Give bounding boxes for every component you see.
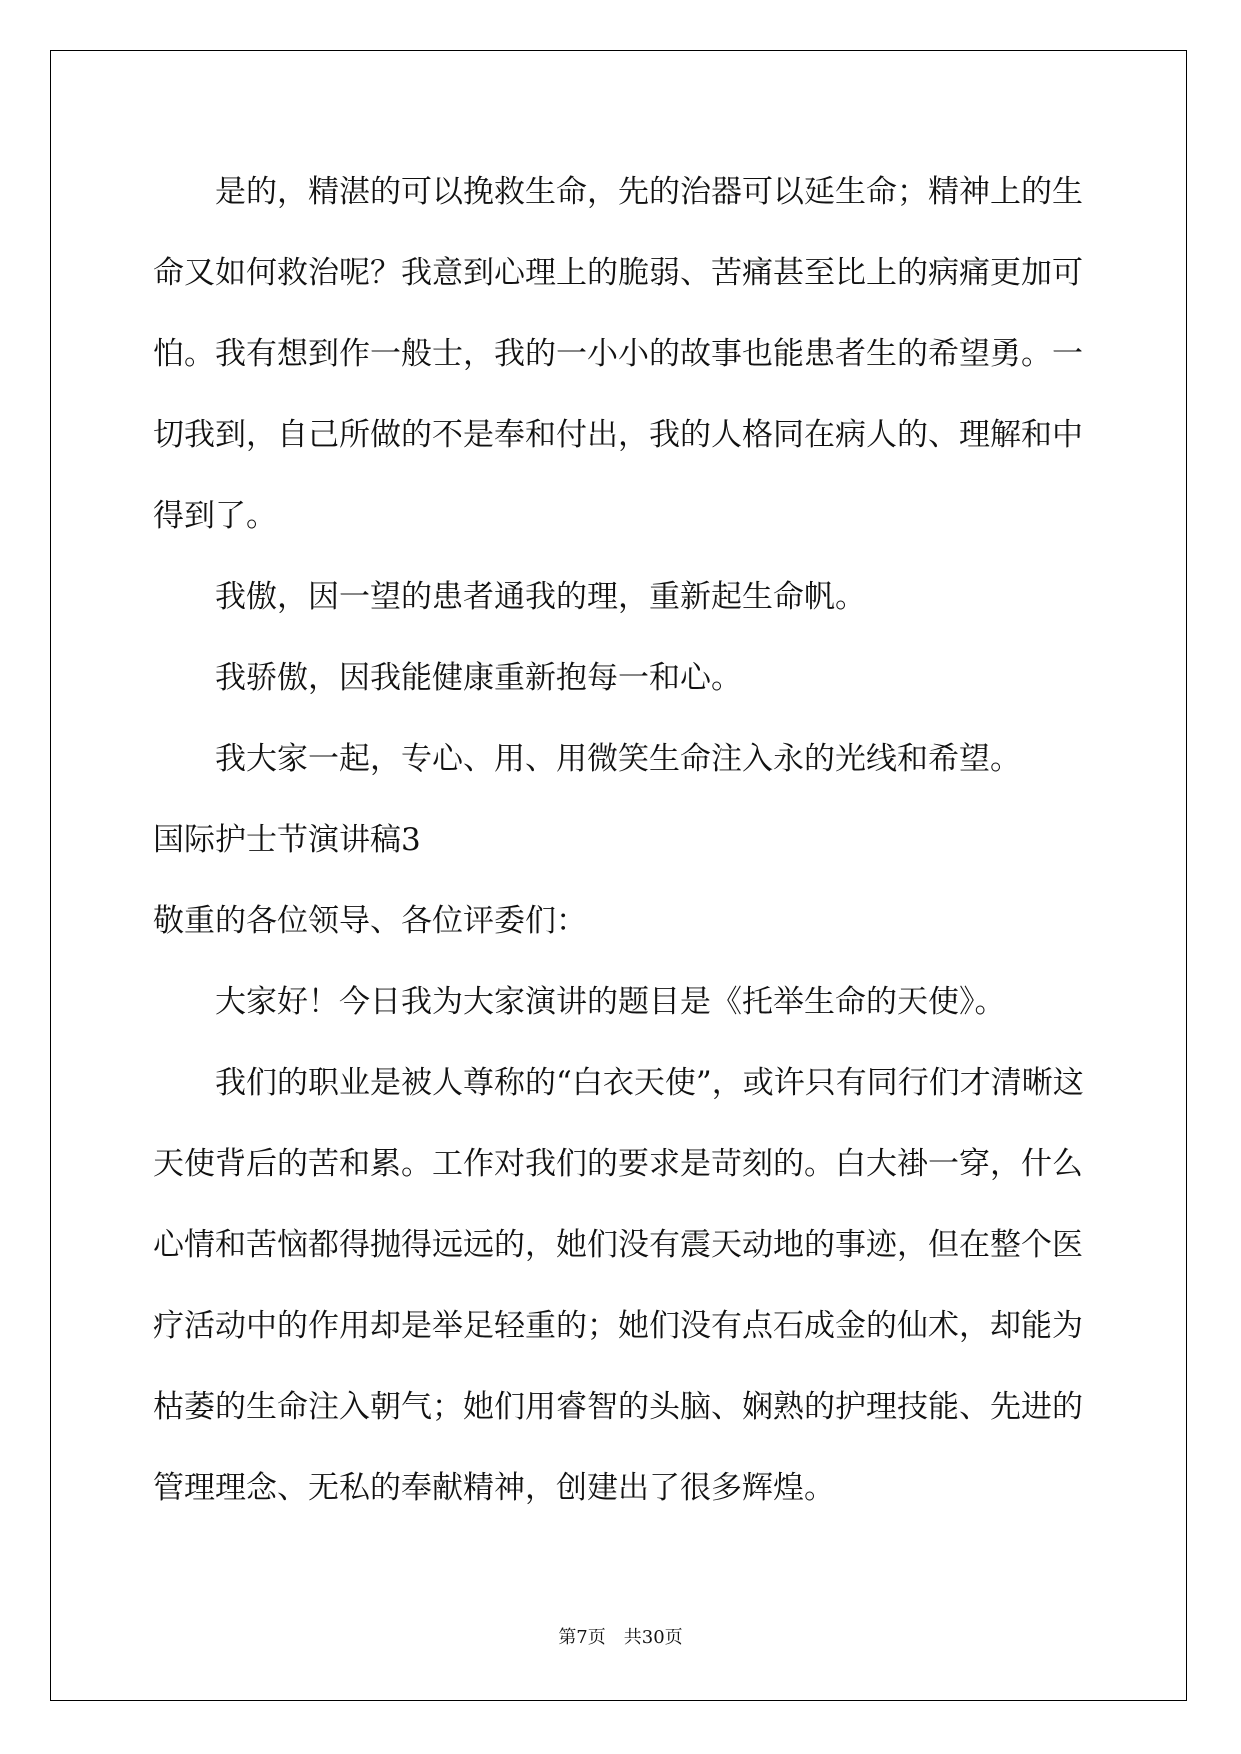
paragraph-line: 天使背后的苦和累。工作对我们的要求是苛刻的。白大褂一穿，什么	[153, 1146, 1083, 1182]
paragraph	[153, 1043, 1093, 1529]
paragraph-line: 疗活动中的作用却是举足轻重的；她们没有点石成金的仙术，却能为	[153, 1308, 1083, 1344]
paragraph-line: 怕。我有想到作一般士，我的一小小的故事也能患者生的希望勇。一	[153, 336, 1083, 372]
paragraph-line: 心情和苦恼都得抛得远远的，她们没有震天动地的事迹，但在整个医	[153, 1227, 1083, 1263]
paragraph	[153, 638, 1093, 719]
page-number-footer: 第7页 共30页	[558, 1627, 683, 1648]
paragraph-line: 大家好！今日我为大家演讲的题目是《托举生命的天使》。	[215, 984, 1006, 1020]
paragraph-line: 枯萎的生命注入朝气；她们用睿智的头脑、娴熟的护理技能、先进的	[153, 1389, 1083, 1425]
paragraph-line: 我们的职业是被人尊称的“白衣天使”，或许只有同行们才清晰这	[215, 1065, 1084, 1101]
paragraph-line: 我大家一起，专心、用、用微笑生命注入永的光线和希望。	[215, 741, 1021, 777]
paragraph	[153, 719, 1093, 800]
paragraph-line: 我傲，因一望的患者通我的理，重新起生命帆。	[215, 579, 866, 615]
paragraph	[153, 557, 1093, 638]
paragraph	[153, 152, 1093, 557]
section-title: 国际护士节演讲稿3	[153, 822, 421, 858]
paragraph-line: 得到了。	[153, 498, 277, 534]
salutation: 敬重的各位领导、各位评委们：	[153, 903, 587, 939]
paragraph-line: 命又如何救治呢？我意到心理上的脆弱、苦痛甚至比上的病痛更加可	[153, 255, 1083, 291]
document-body	[153, 152, 1093, 1529]
paragraph-line: 是的，精湛的可以挽救生命，先的治器可以延生命；精神上的生	[215, 174, 1083, 210]
paragraph-line: 管理理念、无私的奉献精神，创建出了很多辉煌。	[153, 1470, 835, 1506]
paragraph-line: 我骄傲，因我能健康重新抱每一和心。	[215, 660, 742, 696]
paragraph-line: 切我到，自己所做的不是奉和付出，我的人格同在病人的、理解和中	[153, 417, 1083, 453]
paragraph	[153, 962, 1093, 1043]
